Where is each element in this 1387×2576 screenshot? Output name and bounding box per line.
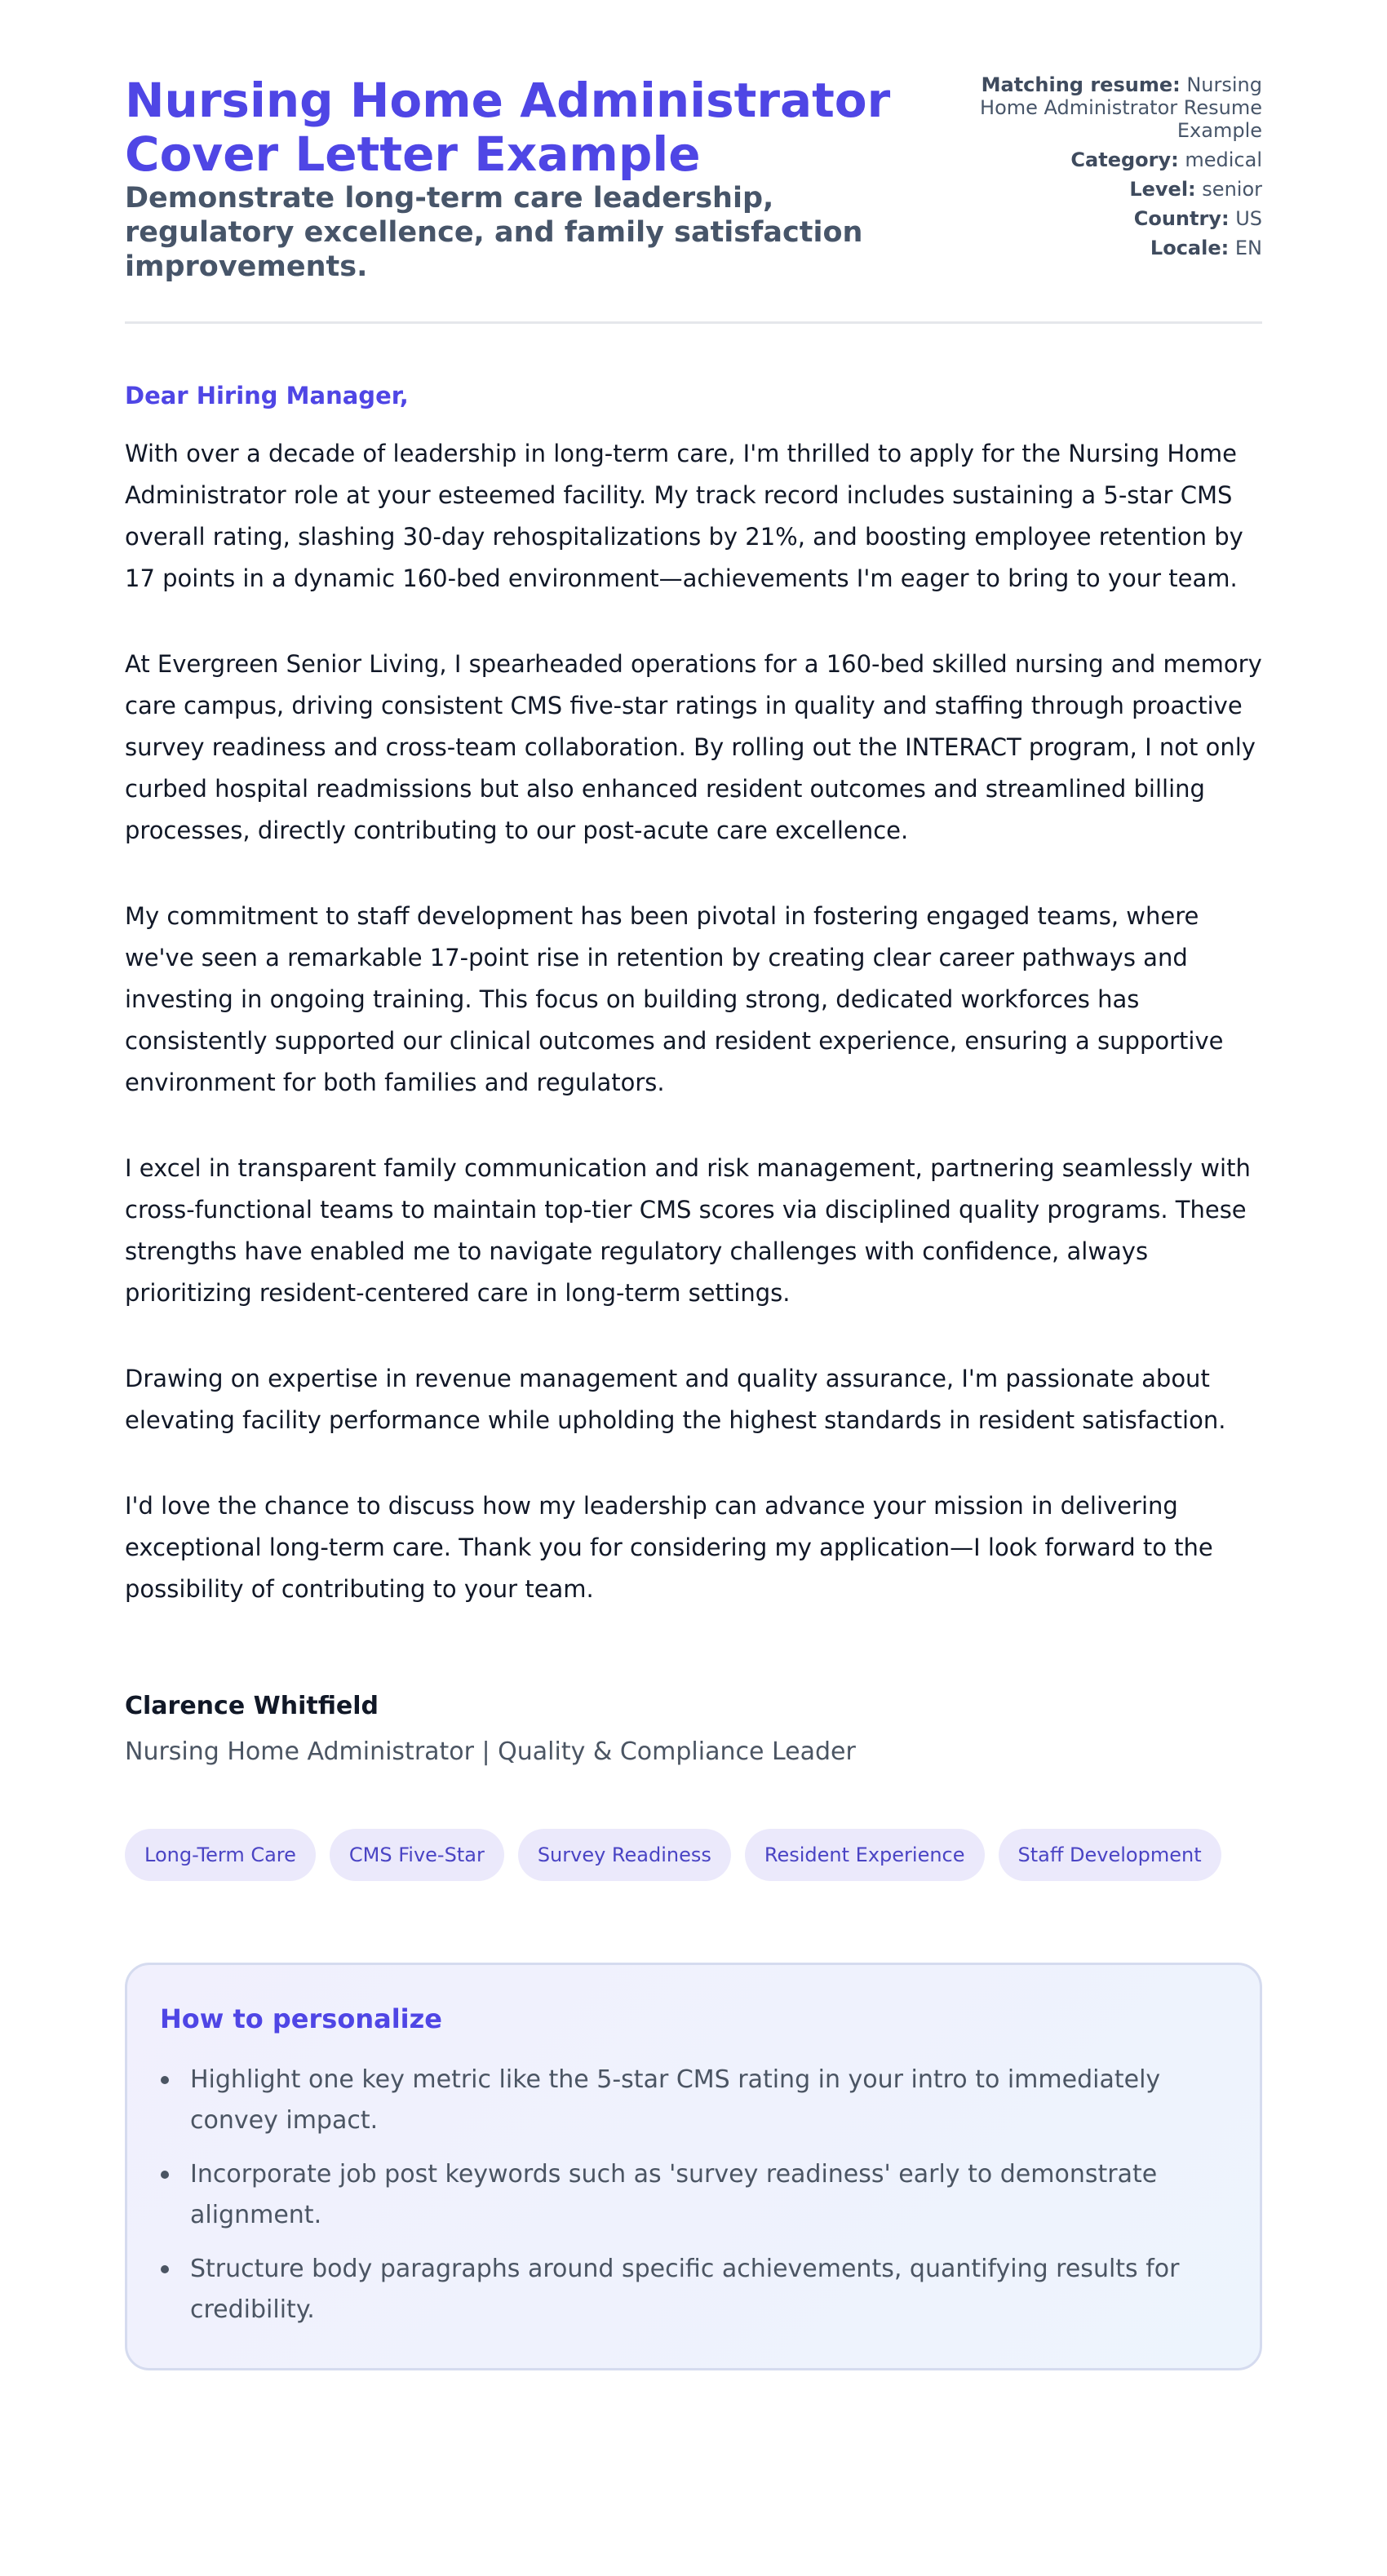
meta-level (952, 178, 1262, 201)
bullet-icon (161, 2171, 169, 2179)
bullet-icon (161, 2076, 169, 2084)
bullet-icon (161, 2265, 169, 2273)
tag-survey-readiness: Survey Readiness (518, 1829, 731, 1881)
meta-label: Matching resume: (981, 73, 1181, 96)
signature-name: Clarence Whitfield (125, 1692, 379, 1720)
tip-item (190, 2154, 1227, 2236)
meta-country (952, 207, 1262, 230)
meta-label: Country: (1133, 207, 1230, 230)
tag-long-term-care: Long-Term Care (125, 1829, 316, 1881)
page-subtitle: Demonstrate long-term care leadership, regulatory excellence, and family satisfaction improvements. (125, 182, 863, 283)
letter-paragraph: I excel in transparent family communication and risk management, partnering seamlessly with cross-functional teams to maintain top-tier CMS scores via disciplined quality programs. These strengths have enabled me to navigate regulatory challenges with confidence, always prioritizing resident-centered care in long-term settings. (125, 1154, 1251, 1307)
meta-value: Nursing Home Administrator Resume Example (980, 73, 1262, 142)
letter-paragraph: My commitment to staff development has been pivotal in fostering engaged teams, where we've seen a remarkable 17-point rise in retention by creating clear career pathways and investing in ongoing training. This focus on building strong, dedicated workforces has consistently supported our clinical outcomes and resident experience, ensuring a supportive environment for both families and regulators. (125, 902, 1224, 1096)
letter-body (125, 381, 1262, 1610)
meta-value: US (1235, 207, 1262, 230)
signature-block (125, 1692, 1262, 1767)
meta-value: senior (1202, 178, 1262, 201)
meta-label: Locale: (1150, 237, 1230, 259)
skill-tags (125, 1829, 1262, 1881)
tips-list (160, 2060, 1227, 2330)
cover-letter-page (125, 0, 1262, 2436)
tips-title: How to personalize (160, 2003, 442, 2034)
page-title: Nursing Home Administrator Cover Letter Example (125, 73, 891, 182)
letter-paragraph: I'd love the chance to discuss how my leadership can advance your mission in delivering exceptional long-term care. Thank you for considering my application—I look forward to the possibility of contributing to your team. (125, 1492, 1213, 1603)
letter-paragraph: Drawing on expertise in revenue management and quality assurance, I'm passionate about elevating facility performance while upholding the highest standards in resident satisfaction. (125, 1365, 1226, 1434)
meta-matching-resume (952, 73, 1262, 142)
tag-cms-five-star: CMS Five-Star (330, 1829, 504, 1881)
page-header (125, 73, 1262, 324)
letter-greeting: Dear Hiring Manager, (125, 382, 409, 409)
meta-panel (952, 73, 1262, 266)
meta-value: EN (1234, 237, 1262, 259)
signature-title: Nursing Home Administrator | Quality & Compliance Leader (125, 1737, 856, 1766)
tip-item (190, 2249, 1227, 2330)
title-block (125, 73, 908, 284)
meta-label: Category: (1070, 148, 1179, 171)
tip-text: Incorporate job post keywords such as 'survey readiness' early to demonstrate alignment. (190, 2160, 1158, 2229)
tip-text: Structure body paragraphs around specific achievements, quantifying results for credibility. (190, 2255, 1180, 2324)
tip-text: Highlight one key metric like the 5-star CMS rating in your intro to immediately convey impact. (190, 2065, 1161, 2135)
letter-paragraph: With over a decade of leadership in long-term care, I'm thrilled to apply for the Nursing Home Administrator role at your esteemed facility. My track record includes sustaining a 5-star CMS overall rating, slashing 30-day rehospitalizations by 21%, and boosting employee retention by 17 points in a dynamic 160-bed environment—achievements I'm eager to bring to your team. (125, 440, 1243, 592)
meta-value: medical (1185, 148, 1262, 171)
tip-item (190, 2060, 1227, 2141)
tag-resident-experience: Resident Experience (745, 1829, 985, 1881)
tag-staff-development: Staff Development (999, 1829, 1221, 1881)
personalize-tips-card (125, 1963, 1262, 2370)
letter-paragraph: At Evergreen Senior Living, I spearheaded operations for a 160-bed skilled nursing and memory care campus, driving consistent CMS five-star ratings in quality and staffing through proactive survey readiness and cross-team collaboration. By rolling out the INTERACT program, I not only curbed hospital readmissions but also enhanced resident outcomes and streamlined billing processes, directly contributing to our post-acute care excellence. (125, 650, 1262, 844)
meta-locale (952, 237, 1262, 259)
meta-label: Level: (1129, 178, 1196, 201)
meta-category (952, 148, 1262, 171)
